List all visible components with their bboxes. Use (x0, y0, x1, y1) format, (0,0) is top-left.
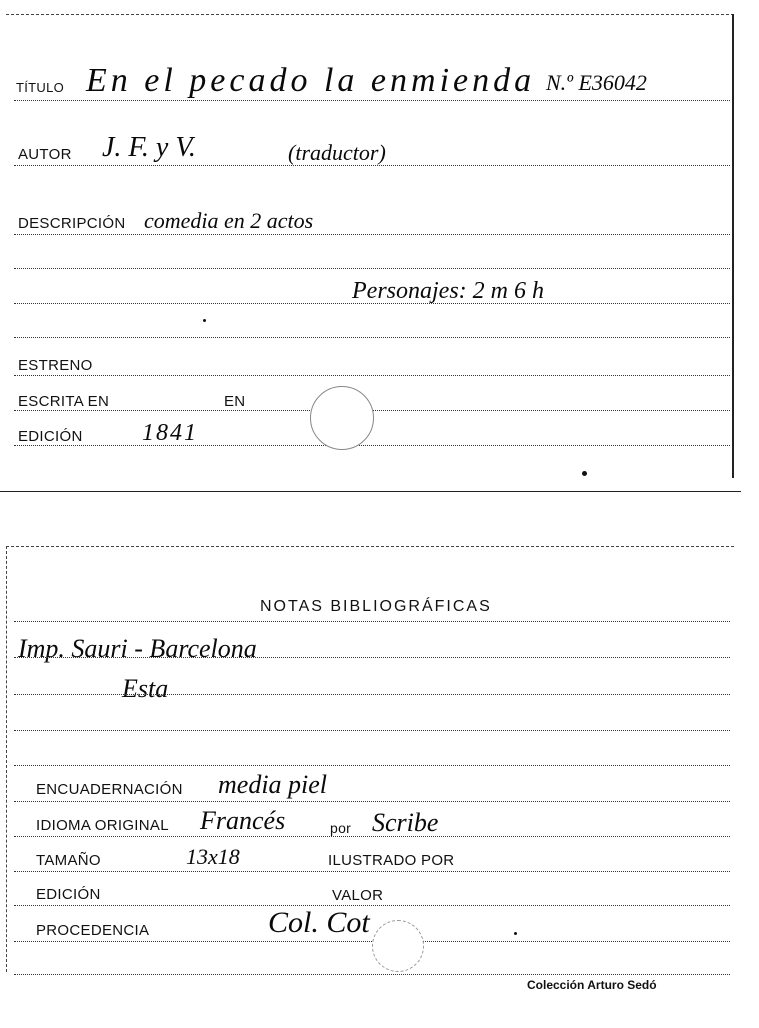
ink-dot (203, 319, 206, 322)
rule (14, 165, 730, 166)
idioma-label: IDIOMA ORIGINAL (36, 817, 169, 834)
rule (14, 445, 730, 446)
card-border-left (6, 546, 7, 972)
edicion-label: EDICIÓN (18, 428, 83, 445)
rule (14, 694, 730, 695)
por-value: Scribe (372, 808, 439, 837)
catalog-card-back (6, 546, 734, 972)
autor-label: AUTOR (18, 146, 72, 163)
titulo-label: TÍTULO (16, 80, 65, 95)
rule (14, 836, 730, 837)
escrita-label: ESCRITA EN (18, 393, 110, 410)
collection-stamp: Colección Arturo Sedó (527, 978, 657, 992)
rule (14, 974, 730, 975)
card-border-top (6, 546, 734, 547)
ink-dot (514, 932, 517, 935)
rule (14, 621, 730, 622)
rule (14, 730, 730, 731)
personajes-value: Personajes: 2 m 6 h (352, 278, 544, 304)
en-label: EN (224, 393, 246, 410)
note-imprenta: Imp. Sauri - Barcelona (18, 634, 257, 663)
card-separator (0, 491, 741, 492)
rule (14, 657, 730, 658)
estreno-label: ESTRENO (18, 357, 93, 374)
rule (14, 905, 730, 906)
rule (14, 871, 730, 872)
rule (14, 765, 730, 766)
procedencia-label: PROCEDENCIA (36, 922, 150, 939)
rule (14, 375, 730, 376)
rule (14, 801, 730, 802)
punch-hole (310, 386, 374, 450)
note-esta: Esta (122, 674, 169, 703)
encuadernacion-value: media piel (218, 770, 328, 799)
card-border-right (732, 14, 734, 478)
rule (14, 303, 730, 304)
rule (14, 268, 730, 269)
procedencia-value: Col. Cot (268, 906, 370, 939)
ink-dot (582, 471, 587, 476)
valor-label: VALOR (332, 887, 384, 904)
autor-role: (traductor) (288, 140, 386, 165)
registro-number: N.º E36042 (546, 70, 647, 95)
descripcion-value: comedia en 2 actos (144, 208, 314, 233)
tamano-value: 13x18 (186, 844, 240, 869)
tamano-label: TAMAÑO (36, 852, 101, 869)
encuadernacion-label: ENCUADERNACIÓN (36, 781, 183, 798)
edicion2-label: EDICIÓN (36, 886, 101, 903)
descripcion-label: DESCRIPCIÓN (18, 215, 126, 232)
idioma-value: Francés (200, 806, 286, 835)
ilustrado-label: ILUSTRADO POR (328, 852, 455, 869)
titulo-value: En el pecado la enmienda (86, 62, 536, 99)
card-border-top (6, 14, 734, 15)
rule (14, 234, 730, 235)
punch-hole (372, 920, 424, 972)
rule (14, 100, 730, 101)
edicion-value: 1841 (142, 420, 198, 446)
autor-value: J. F. y V. (102, 132, 196, 163)
notas-heading: NOTAS BIBLIOGRÁFICAS (260, 598, 492, 615)
rule (14, 337, 730, 338)
por-label: por (330, 820, 352, 836)
